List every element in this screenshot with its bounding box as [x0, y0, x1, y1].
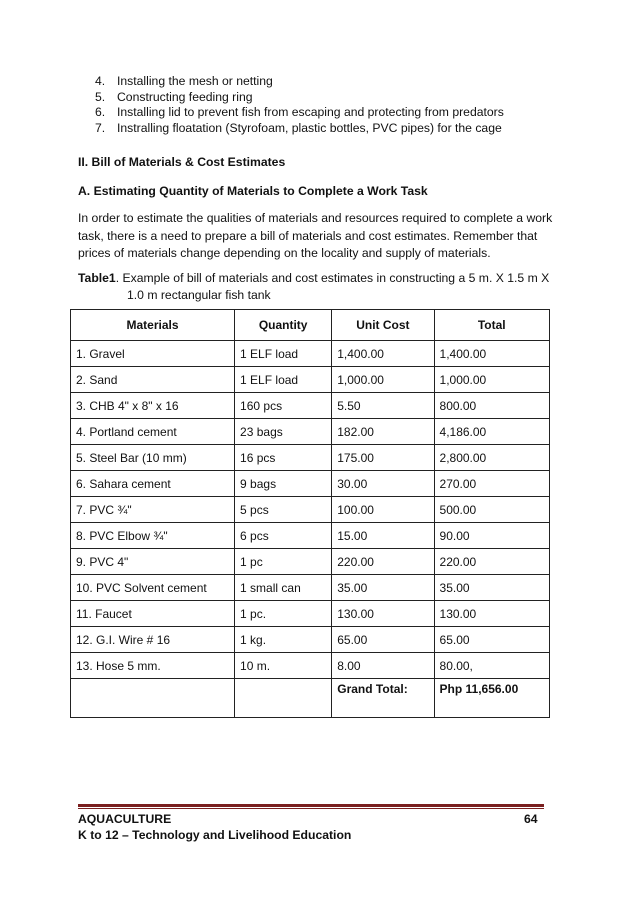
table-row [71, 419, 550, 445]
step-number: 4. [95, 74, 106, 88]
cell-total: 130.00 [434, 601, 549, 627]
step-number: 7. [95, 120, 106, 135]
cell-quantity: 1 pc. [235, 601, 332, 627]
procedure-steps-list [95, 74, 504, 136]
cell-total: 2,800.00 [434, 445, 549, 471]
cell-unit-cost: 8.00 [332, 653, 434, 679]
cell-unit-cost: 100.00 [332, 497, 434, 523]
step-text: Installing the mesh or netting [117, 74, 273, 88]
step-text: Installing lid to prevent fish from escaping and protecting from predators [117, 105, 504, 120]
cell-unit-cost: 5.50 [332, 393, 434, 419]
page-number: 64 [524, 812, 538, 826]
cell-total: 4,186.00 [434, 419, 549, 445]
table-row [71, 601, 550, 627]
cell-unit-cost: 1,400.00 [332, 341, 434, 367]
list-item [95, 105, 504, 121]
caption-label: Table1 [78, 271, 116, 285]
footer-rule-thin [78, 808, 544, 809]
cell-material: 11. Faucet [71, 601, 235, 627]
cell-unit-cost: 130.00 [332, 601, 434, 627]
column-header-quantity: Quantity [235, 310, 332, 341]
cell-material: 4. Portland cement [71, 419, 235, 445]
cell-total: 500.00 [434, 497, 549, 523]
cell-material: 2. Sand [71, 367, 235, 393]
cell-material: 9. PVC 4" [71, 549, 235, 575]
empty-cell [71, 679, 235, 718]
empty-cell [235, 679, 332, 718]
step-text: Instralling floatation (Styrofoam, plastic bottles, PVC pipes) for the cage [117, 120, 502, 135]
section-heading: II. Bill of Materials & Cost Estimates [78, 155, 286, 169]
table-row [71, 627, 550, 653]
cell-quantity: 1 pc [235, 549, 332, 575]
step-text: Constructing feeding ring [117, 89, 253, 104]
table-header-row [71, 310, 550, 341]
cell-unit-cost: 175.00 [332, 445, 434, 471]
table-row [71, 549, 550, 575]
footer-subtitle: K to 12 – Technology and Livelihood Education [78, 828, 352, 842]
subsection-heading: A. Estimating Quantity of Materials to Complete a Work Task [78, 184, 428, 198]
cell-quantity: 160 pcs [235, 393, 332, 419]
table-row [71, 575, 550, 601]
cell-total: 80.00, [434, 653, 549, 679]
cell-quantity: 5 pcs [235, 497, 332, 523]
table-row [71, 653, 550, 679]
cell-unit-cost: 15.00 [332, 523, 434, 549]
step-number: 5. [95, 89, 106, 104]
footer-rule-thick [78, 804, 544, 807]
cell-total: 90.00 [434, 523, 549, 549]
cell-quantity: 1 ELF load [235, 367, 332, 393]
grand-total-value: Php 11,656.00 [434, 679, 549, 718]
cell-material: 5. Steel Bar (10 mm) [71, 445, 235, 471]
cell-total: 220.00 [434, 549, 549, 575]
list-item [95, 90, 504, 106]
table-row [71, 523, 550, 549]
cell-total: 1,000.00 [434, 367, 549, 393]
cell-material: 12. G.I. Wire # 16 [71, 627, 235, 653]
table-row [71, 341, 550, 367]
table-row [71, 445, 550, 471]
footer-title: AQUACULTURE [78, 812, 172, 826]
table-row [71, 497, 550, 523]
cell-quantity: 1 ELF load [235, 341, 332, 367]
cell-unit-cost: 182.00 [332, 419, 434, 445]
cell-material: 13. Hose 5 mm. [71, 653, 235, 679]
cell-unit-cost: 1,000.00 [332, 367, 434, 393]
cell-quantity: 16 pcs [235, 445, 332, 471]
body-paragraph: In order to estimate the qualities of materials and resources required to complete a work task, there is a need to prepare a bill of materials and cost estimates. Remember that prices of materials change depending on the locality and supply of materials. [78, 211, 553, 260]
grand-total-label: Grand Total: [332, 679, 434, 718]
cell-quantity: 23 bags [235, 419, 332, 445]
list-item [95, 121, 504, 137]
cell-quantity: 6 pcs [235, 523, 332, 549]
table-row [71, 471, 550, 497]
cell-material: 8. PVC Elbow ¾" [71, 523, 235, 549]
table-row [71, 393, 550, 419]
cell-total: 35.00 [434, 575, 549, 601]
step-number: 6. [95, 105, 106, 120]
cell-material: 6. Sahara cement [71, 471, 235, 497]
column-header-total: Total [434, 310, 549, 341]
cell-unit-cost: 35.00 [332, 575, 434, 601]
caption-line-2: 1.0 m rectangular fish tank [127, 287, 271, 302]
cell-total: 270.00 [434, 471, 549, 497]
cell-material: 7. PVC ¾" [71, 497, 235, 523]
cell-quantity: 9 bags [235, 471, 332, 497]
cell-material: 3. CHB 4" x 8" x 16 [71, 393, 235, 419]
caption-line-1: . Example of bill of materials and cost estimates in constructing a 5 m. X 1.5 m X [115, 271, 550, 285]
list-item [95, 74, 504, 90]
cell-unit-cost: 220.00 [332, 549, 434, 575]
table-row [71, 367, 550, 393]
column-header-materials: Materials [71, 310, 235, 341]
cell-quantity: 1 small can [235, 575, 332, 601]
column-header-unit-cost: Unit Cost [332, 310, 434, 341]
cell-total: 65.00 [434, 627, 549, 653]
cell-unit-cost: 65.00 [332, 627, 434, 653]
bill-of-materials-table [70, 309, 550, 718]
grand-total-row [71, 679, 550, 718]
cell-quantity: 10 m. [235, 653, 332, 679]
cell-total: 1,400.00 [434, 341, 549, 367]
cell-unit-cost: 30.00 [332, 471, 434, 497]
cell-material: 1. Gravel [71, 341, 235, 367]
cell-material: 10. PVC Solvent cement [71, 575, 235, 601]
cell-total: 800.00 [434, 393, 549, 419]
cell-quantity: 1 kg. [235, 627, 332, 653]
table-caption [78, 270, 578, 303]
